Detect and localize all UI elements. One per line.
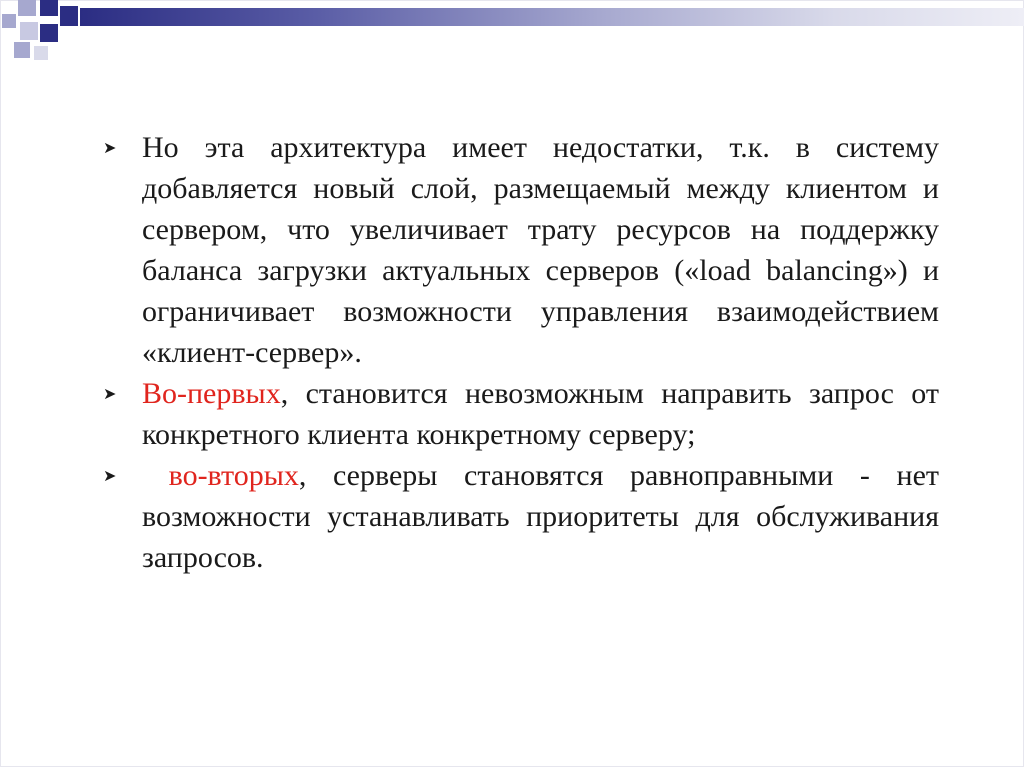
decor-square-2: [40, 0, 58, 16]
decor-square-4: [2, 14, 16, 28]
bullet-text: , серверы становятся равноправными - нет возможности устанавливать приоритеты для обслуживания запросов.: [142, 459, 939, 574]
decor-square-6: [40, 24, 58, 42]
decor-square-3: [60, 6, 78, 26]
arrowhead-bullet-icon: ➤: [103, 466, 117, 485]
decor-square-1: [18, 0, 36, 16]
bullet-list: [103, 127, 939, 578]
bullet-item-3: [103, 455, 939, 578]
bullet-item-1: [103, 127, 939, 373]
bullet-highlight: Во-первых: [142, 377, 281, 410]
bullet-text: Но эта архитектура имеет недостатки, т.к. в систему добавляется новый слой, размещаемый между клиентом и сервером, что увеличивает трату ресурсов на поддержку баланса загрузки актуальных серверов («load balancing») и ограничивает возможности управления взаимодействием «клиент-сервер».: [142, 131, 939, 369]
decor-square-5: [20, 22, 38, 40]
header-gradient-bar: [80, 8, 1024, 26]
arrowhead-bullet-icon: ➤: [103, 384, 117, 403]
bullet-text: , становится невозможным направить запрос от конкретного клиента конкретному серверу;: [142, 377, 939, 451]
arrowhead-bullet-icon: ➤: [103, 138, 117, 157]
decor-square-7: [14, 42, 30, 58]
decor-square-8: [34, 46, 48, 60]
bullet-highlight: во-вторых: [142, 459, 299, 492]
bullet-item-2: [103, 373, 939, 455]
